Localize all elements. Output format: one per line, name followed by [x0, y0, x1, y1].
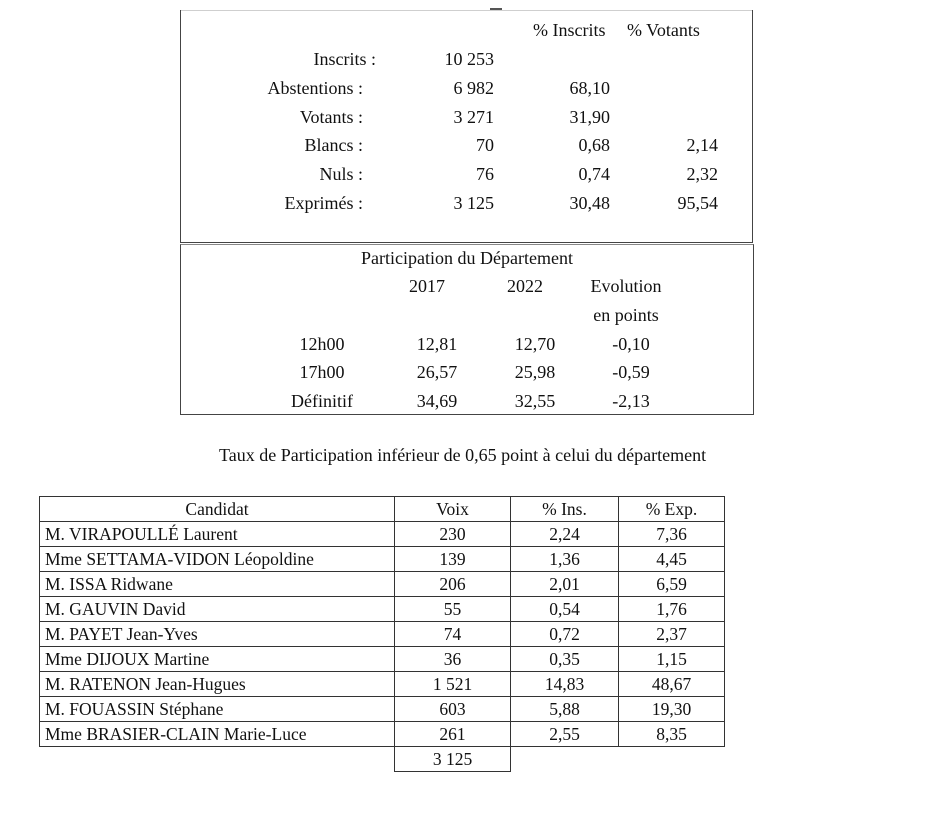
- candidate-pct-exp: 4,45: [619, 547, 725, 572]
- results-label-exprimes: Exprimés :: [284, 193, 363, 213]
- candidate-votes: 261: [395, 722, 511, 747]
- candidate-pct-exp: 48,67: [619, 672, 725, 697]
- candidate-name: M. GAUVIN David: [40, 597, 395, 622]
- candidate-votes: 1 521: [395, 672, 511, 697]
- table-row: [40, 572, 725, 597]
- results-pct-ins-votants: 31,90: [569, 107, 610, 127]
- candidate-pct-ins: 14,83: [511, 672, 619, 697]
- results-value-nuls: 76: [476, 164, 494, 184]
- total-spacer: [40, 747, 395, 772]
- candidate-votes: 55: [395, 597, 511, 622]
- candidate-votes: 603: [395, 697, 511, 722]
- total-spacer: [511, 747, 619, 772]
- results-label-votants: Votants :: [299, 107, 363, 127]
- candidate-pct-exp: 1,15: [619, 647, 725, 672]
- candidate-name: Mme DIJOUX Martine: [40, 647, 395, 672]
- results-pct-vot-exprimes: 95,54: [677, 193, 718, 213]
- candidate-pct-ins: 0,72: [511, 622, 619, 647]
- candidate-pct-ins: 0,35: [511, 647, 619, 672]
- col-header-voix: Voix: [395, 497, 511, 522]
- candidate-pct-exp: 7,36: [619, 522, 725, 547]
- participation-2017-definitif: 34,69: [416, 391, 458, 411]
- candidate-pct-exp: 19,30: [619, 697, 725, 722]
- candidate-pct-ins: 1,36: [511, 547, 619, 572]
- candidate-name: M. VIRAPOULLÉ Laurent: [40, 522, 395, 547]
- table-row: [40, 597, 725, 622]
- participation-col-2022: 2022: [507, 276, 543, 296]
- results-value-inscrits: 10 253: [444, 49, 494, 69]
- candidates-header-row: [40, 497, 725, 522]
- candidate-pct-ins: 2,55: [511, 722, 619, 747]
- participation-2017-17h00: 26,57: [416, 362, 458, 382]
- participation-col-evolution-unit: en points: [593, 305, 659, 325]
- col-header-pct-exp: % Exp.: [619, 497, 725, 522]
- results-label-inscrits: Inscrits :: [313, 49, 376, 69]
- table-row: [40, 547, 725, 572]
- participation-evol-definitif: -2,13: [612, 391, 650, 411]
- total-votes: 3 125: [395, 747, 511, 772]
- results-label-abstentions: Abstentions :: [267, 78, 363, 98]
- table-row: [40, 722, 725, 747]
- participation-title: Participation du Département: [361, 248, 573, 268]
- participation-2022-17h00: 25,98: [514, 362, 556, 382]
- candidate-name: M. ISSA Ridwane: [40, 572, 395, 597]
- results-pct-vot-blancs: 2,14: [686, 135, 718, 155]
- total-spacer: [619, 747, 725, 772]
- results-value-votants: 3 271: [453, 107, 494, 127]
- results-pct-ins-exprimes: 30,48: [569, 193, 610, 213]
- results-pct-vot-nuls: 2,32: [686, 164, 718, 184]
- participation-2022-definitif: 32,55: [514, 391, 556, 411]
- results-value-exprimes: 3 125: [453, 193, 494, 213]
- total-row: [40, 747, 725, 772]
- results-value-blancs: 70: [476, 135, 494, 155]
- candidate-pct-exp: 8,35: [619, 722, 725, 747]
- table-row: [40, 697, 725, 722]
- table-row: [40, 647, 725, 672]
- col-header-candidat: Candidat: [40, 497, 395, 522]
- candidate-pct-exp: 1,76: [619, 597, 725, 622]
- results-value-abstentions: 6 982: [453, 78, 494, 98]
- candidate-name: Mme BRASIER-CLAIN Marie-Luce: [40, 722, 395, 747]
- candidate-name: M. RATENON Jean-Hugues: [40, 672, 395, 697]
- candidate-votes: 230: [395, 522, 511, 547]
- results-label-nuls: Nuls :: [319, 164, 363, 184]
- candidate-votes: 139: [395, 547, 511, 572]
- results-pct-ins-blancs: 0,68: [578, 135, 610, 155]
- participation-2022-12h00: 12,70: [514, 334, 556, 354]
- candidate-pct-ins: 0,54: [511, 597, 619, 622]
- table-row: [40, 672, 725, 697]
- participation-2017-12h00: 12,81: [416, 334, 458, 354]
- results-pct-ins-nuls: 0,74: [578, 164, 610, 184]
- table-row: [40, 522, 725, 547]
- header-pct-inscrits: % Inscrits: [533, 20, 606, 40]
- candidate-votes: 206: [395, 572, 511, 597]
- participation-label-17h00: 17h00: [299, 362, 345, 382]
- candidate-votes: 36: [395, 647, 511, 672]
- candidate-name: Mme SETTAMA-VIDON Léopoldine: [40, 547, 395, 572]
- candidate-pct-ins: 2,24: [511, 522, 619, 547]
- results-pct-ins-abstentions: 68,10: [569, 78, 610, 98]
- candidates-table: [39, 496, 725, 772]
- candidate-pct-ins: 2,01: [511, 572, 619, 597]
- candidate-pct-exp: 6,59: [619, 572, 725, 597]
- participation-col-2017: 2017: [409, 276, 445, 296]
- participation-label-12h00: 12h00: [299, 334, 345, 354]
- results-label-blancs: Blancs :: [304, 135, 363, 155]
- header-pct-votants: % Votants: [627, 20, 700, 40]
- participation-evol-12h00: -0,10: [612, 334, 650, 354]
- candidate-name: M. PAYET Jean-Yves: [40, 622, 395, 647]
- candidate-pct-exp: 2,37: [619, 622, 725, 647]
- candidate-votes: 74: [395, 622, 511, 647]
- participation-note: Taux de Participation inférieur de 0,65 point à celui du département: [219, 445, 707, 465]
- participation-evol-17h00: -0,59: [612, 362, 650, 382]
- table-row: [40, 622, 725, 647]
- col-header-pct-ins: % Ins.: [511, 497, 619, 522]
- participation-col-evolution: Evolution: [590, 276, 662, 296]
- candidate-name: M. FOUASSIN Stéphane: [40, 697, 395, 722]
- candidate-pct-ins: 5,88: [511, 697, 619, 722]
- participation-label-definitif: Définitif: [291, 391, 353, 411]
